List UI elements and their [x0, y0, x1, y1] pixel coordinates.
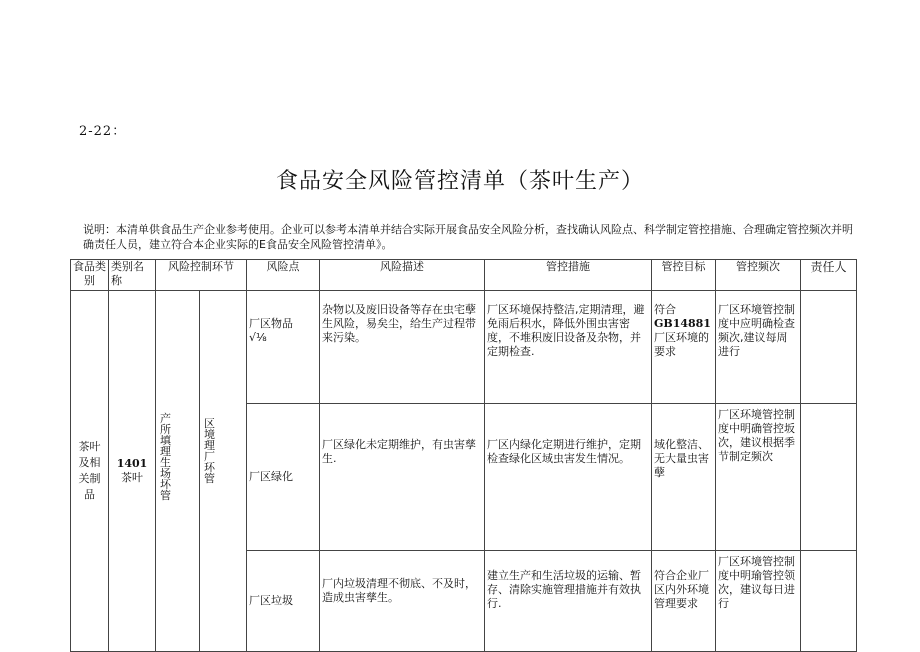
risk-desc-cell: 厂区绿化未定期维护，有虫害孳生. — [320, 404, 485, 551]
process-text-a: 产所填理生场坏管 — [160, 412, 171, 502]
process-text-b: 区境理厂环管 — [204, 417, 215, 485]
target-standard: GB14881 — [654, 317, 711, 330]
table-header-row — [71, 260, 857, 291]
target-cell — [652, 551, 716, 652]
risk-desc-cell: 杂物以及废旧设备等存在虫宅孽生风险，易矣尘，给生产过程带来污染。 — [320, 291, 485, 404]
risk-point-text: 厂区物品 — [249, 317, 293, 330]
target-prefix: 域化整洁、无大量虫害孽 — [654, 438, 709, 479]
subcategory-code: 1401 — [116, 457, 148, 470]
subcategory-name: 茶叶 — [121, 471, 143, 484]
category-cell — [71, 291, 109, 652]
target-prefix: 符合企业厂区内外环境管理要求 — [654, 569, 709, 610]
frequency-cell: 厂区环境管控制度中应明确检查频次,建议每周进行 — [716, 291, 801, 404]
risk-point-extra: √⅛ — [249, 331, 267, 344]
header-risk-point: 风险点 — [247, 260, 320, 291]
frequency-cell: 厂区环境管控制度中明确管控坂次，建议根据季节制定频次 — [716, 404, 801, 551]
table-row — [71, 291, 857, 404]
risk-point-cell: 厂区垃圾 — [247, 551, 320, 652]
target-cell — [652, 291, 716, 404]
risk-control-table — [70, 259, 857, 652]
risk-point-cell — [247, 291, 320, 404]
explanatory-note: 说明：本清单供食品生产企业参考使用。企业可以参考本清单并结合实际开展食品安全风险分析，查找确认风险点、科学制定管控措施、合理确定管控频次并明确责任人员，建立符合本企业实际的E食品安全风险管控清单》。 — [83, 223, 853, 251]
target-cell — [652, 404, 716, 551]
header-measures: 管控措施 — [485, 260, 652, 291]
page-title: 食品安全风险管控清单（茶叶生产） — [275, 169, 644, 194]
header-risk-desc: 风险描述 — [320, 260, 485, 291]
header-frequency: 管控频次 — [716, 260, 801, 291]
process-cell-b — [200, 291, 247, 652]
process-cell-a — [156, 291, 200, 652]
subcategory-cell — [109, 291, 156, 652]
category-text: 茶叶及相关制品 — [78, 440, 101, 501]
measures-cell: 厂区环境保持整洁,定期清理，避免雨后积水，降低外围虫害密度，不堆积废旧设备及杂物，并定期检查. — [485, 291, 652, 404]
measures-cell: 厂区内绿化定期进行维护，定期检查绿化区域虫害发生情况。 — [485, 404, 652, 551]
measures-cell: 建立生产和生活垃圾的运输、暂存、清除实施管理措施并有效执行. — [485, 551, 652, 652]
responsible-cell — [801, 551, 857, 652]
header-subcategory: 类别名称 — [109, 260, 156, 291]
header-process: 风险控制环节 — [156, 260, 247, 291]
header-responsible: 责任人 — [801, 260, 857, 291]
header-category: 食品类别 — [71, 260, 109, 291]
responsible-cell — [801, 404, 857, 551]
risk-point-cell: 厂区绿化 — [247, 404, 320, 551]
target-suffix: 厂区环境的要求 — [654, 331, 709, 358]
document-code: 2-22： — [79, 124, 127, 139]
risk-desc-cell: 厂内垃圾清理不彻底、不及时，造成虫害孳生。 — [320, 551, 485, 652]
frequency-cell: 厂区环境管控制度中明瑜管控领次，建议每日进行 — [716, 551, 801, 652]
responsible-cell — [801, 291, 857, 404]
target-prefix: 符合 — [654, 303, 676, 316]
header-target: 管控目标 — [652, 260, 716, 291]
